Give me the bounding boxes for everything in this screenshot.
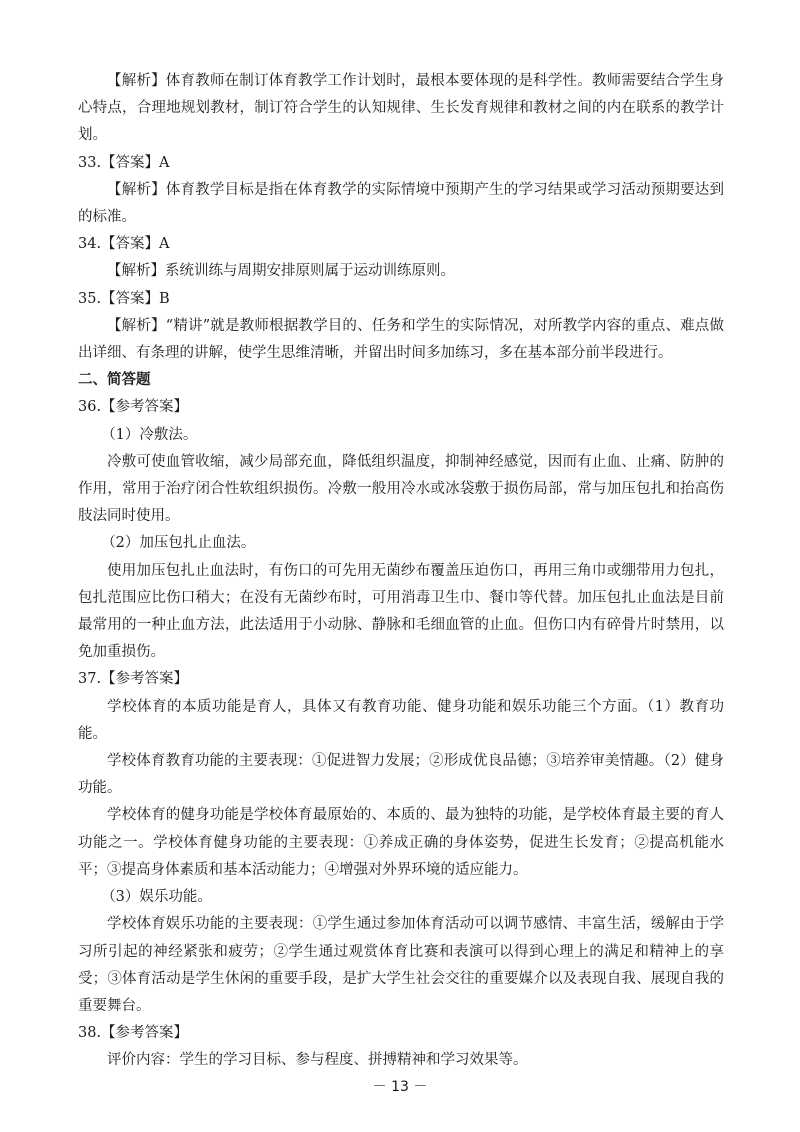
paragraph: 36.【参考答案】 (78, 399, 189, 416)
page-number: － 13 － (372, 1079, 428, 1095)
section-heading: 二、简答题 (78, 372, 151, 389)
paragraph: 【解析】“精讲”就是教师根据教学目的、任务和学生的实际情况，对所教学内容的重点、难点做出详细、有条理的讲解，使学生思维清晰，并留出时间多加练习，多在基本部分前半段进行。 (78, 317, 724, 362)
paragraph: 38.【参考答案】 (78, 1025, 189, 1042)
paragraph: 学校体育的本质功能是育人，具体又有教育功能、健身功能和娱乐功能三个方面。（1）教育功能。 (78, 698, 724, 742)
paragraph: 37.【参考答案】 (78, 671, 189, 688)
paragraph: 35.【答案】B (78, 290, 170, 307)
paragraph: 学校体育娱乐功能的主要表现：①学生通过参加体育活动可以调节感情、丰富生活，缓解由于学习所引起的神经紧张和疲劳；②学生通过观赏体育比赛和表演可以得到心理上的满足和精神上的享受；③体育活动是学生休闲的重要手段，是扩大学生社会交往的重要媒介以及表现自我、展现自我的重要舞台。 (78, 916, 724, 1014)
paragraph: 冷敷可使血管收缩，减少局部充血，降低组织温度，抑制神经感觉，因而有止血、止痛、防肿的作用，常用于治疗闭合性软组织损伤。冷敷一般用冷水或冰袋敷于损伤局部，常与加压包扎和抬高伤肢法同时使用。 (78, 453, 724, 525)
paragraph: 【解析】体育教学目标是指在体育教学的实际情境中预期产生的学习结果或学习活动预期要达到的标准。 (78, 181, 724, 226)
paragraph: 34.【答案】A (78, 236, 170, 253)
paragraph: 33.【答案】A (78, 154, 170, 171)
paragraph: （3）娱乐功能。 (101, 889, 212, 906)
paragraph: 【解析】系统训练与周期安排原则属于运动训练原则。 (107, 263, 455, 280)
paragraph: 学校体育教育功能的主要表现：①促进智力发展；②形成优良品德；③培养审美情趣。（2）健身功能。 (78, 753, 724, 797)
paragraph: 【解析】体育教师在制订体育教学工作计划时，最根本要体现的是科学性。教师需要结合学生身心特点，合理地规划教材，制订符合学生的认知规律、生长发育规律和教材之间的内在联系的教学计划。 (78, 73, 724, 144)
paragraph: 学校体育的健身功能是学校体育最原始的、本质的、最为独特的功能，是学校体育最主要的育人功能之一。学校体育健身功能的主要表现：①养成正确的身体姿势，促进生长发育；②提高机能水平；③提高身体素质和基本活动能力；④增强对外界环境的适应能力。 (78, 807, 724, 878)
paragraph: 评价内容：学生的学习目标、参与程度、拼搏精神和学习效果等。 (107, 1052, 528, 1069)
page-content (78, 68, 724, 1075)
paragraph: 使用加压包扎止血法时，有伤口的可先用无菌纱布覆盖压迫伤口，再用三角巾或绷带用力包扎，包扎范围应比伤口稍大；在没有无菌纱布时，可用消毒卫生巾、餐巾等代替。加压包扎止血法是目前最常用的一种止血方法，此法适用于小动脉、静脉和毛细血管的止血。但伤口内有碎骨片时禁用，以免加重损伤。 (78, 562, 724, 661)
paragraph: （2）加压包扎止血法。 (101, 535, 256, 552)
paragraph: （1）冷敷法。 (101, 426, 198, 443)
